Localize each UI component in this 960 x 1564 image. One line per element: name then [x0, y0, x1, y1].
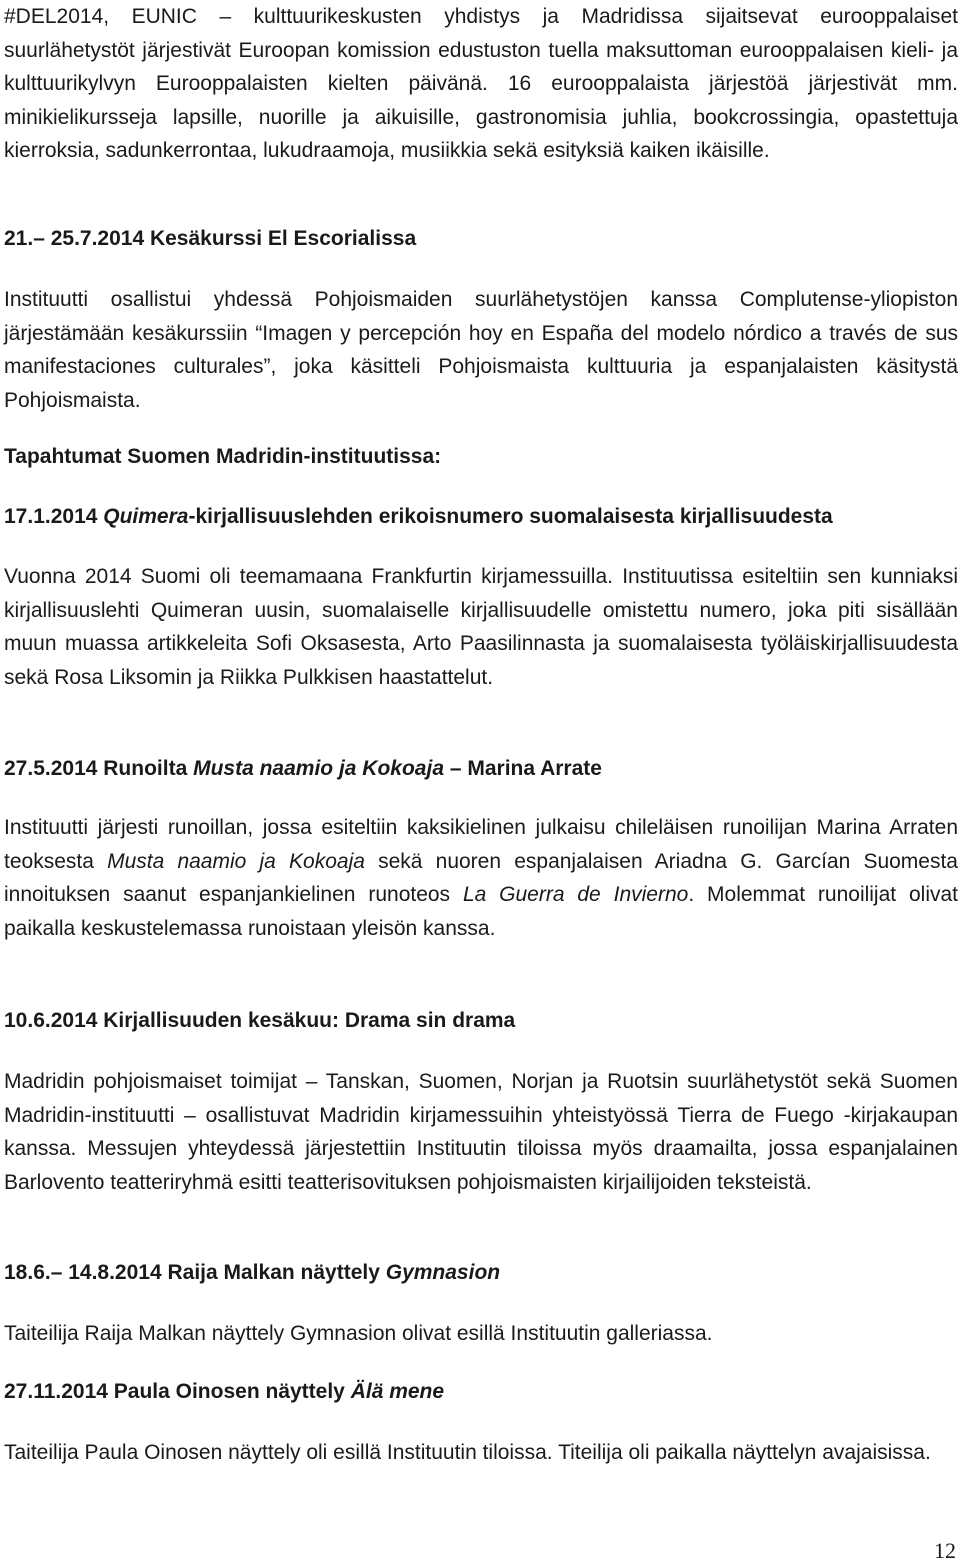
events-subheading: Tapahtumat Suomen Madridin-instituutissa: — [4, 445, 442, 468]
event-body-ala-mene: Taiteilija Paula Oinosen näyttely oli esillä Instituutin tiloissa. Titeilija oli paikalla näyttelyn avajaisissa. — [4, 1441, 931, 1464]
event-heading-runoilta: 27.5.2014 Runoilta Musta naamio ja Kokoaja – Marina Arrate — [4, 757, 602, 780]
intro-paragraph: #DEL2014, EUNIC – kulttuurikeskusten yhdistys ja Madridissa sijaitsevat eurooppalaiset suurlähetystöt järjestivät Euroopan komission edustuston tuella maksuttoman eurooppalaisen kieli- ja kulttuurikylvyn Eurooppalaisten kielten päivänä. 16 eurooppalaista järjestöä järjestivät mm. minikielikursseja lapsille, nuorille ja aikuisille, gastronomisia juhlia, bookcrossingia, opastettuja kierroksia, sadunkerrontaa, lukudraamoja, musiikkia sekä esityksiä kaiken ikäisille. — [4, 5, 958, 162]
event-body-runoilta: Instituutti järjesti runoillan, jossa esiteltiin kaksikielinen julkaisu chileläisen runoilijan Marina Arraten teoksesta Musta naamio ja Kokoaja sekä nuoren espanjalaisen Ariadna G. Garcían Suomesta innoituksen saanut espanjankielinen runoteos La Guerra de Invierno. Molemmat runoilijat olivat paikalla keskustelemassa runoistaan yleisön kanssa. — [4, 816, 959, 940]
event-heading-gymnasion: 18.6.– 14.8.2014 Raija Malkan näyttely Gymnasion — [4, 1261, 501, 1284]
event-body-drama: Madridin pohjoismaiset toimijat – Tanskan, Suomen, Norjan ja Ruotsin suurlähetystöt sekä Suomen Madridin-instituutti – osallistuvat Madridin kirjamessuihin yhteistyössä Tierra de Fuego -kirjakaupan kanssa. Messujen yhteydessä järjestettiin Instituutin tiloissa myös draamailta, jossa espanjalainen Barlovento teatteriryhmä esitti teatterisovituksen pohjoismaisten kirjailijoiden teksteistä. — [4, 1070, 958, 1194]
event-body-gymnasion: Taiteilija Raija Malkan näyttely Gymnasion olivat esillä Instituutin galleriassa. — [4, 1322, 713, 1345]
event-heading-drama: 10.6.2014 Kirjallisuuden kesäkuu: Drama sin drama — [4, 1009, 516, 1032]
event-heading-quimera: 17.1.2014 Quimera-kirjallisuuslehden erikoisnumero suomalaisesta kirjallisuudesta — [4, 505, 833, 528]
page-number: 12 — [934, 1538, 956, 1563]
section-heading-el-escorial: 21.– 25.7.2014 Kesäkurssi El Escorialissa — [4, 227, 417, 250]
section-body-el-escorial: Instituutti osallistui yhdessä Pohjoismaiden suurlähetystöjen kanssa Complutense-yliopiston järjestämään kesäkurssiin “Imagen y percepción hoy en España del modelo nórdico a través de sus manifestaciones culturales”, joka käsitteli Pohjoismaista kulttuuria ja espanjalaisten käsitystä Pohjoismaista. — [4, 288, 958, 412]
event-heading-ala-mene: 27.11.2014 Paula Oinosen näyttely Älä mene — [4, 1380, 445, 1403]
event-body-quimera: Vuonna 2014 Suomi oli teemamaana Frankfurtin kirjamessuilla. Instituutissa esiteltiin sen kunniaksi kirjallisuuslehti Quimeran uusin, suomalaiselle kirjallisuudelle omistettu numero, joka piti sisällään muun muassa artikkeleita Sofi Oksasesta, Arto Paasilinnasta ja suomalaisesta työläiskirjallisuudesta sekä Rosa Liksomin ja Riikka Pulkkisen haastattelut. — [4, 565, 958, 689]
